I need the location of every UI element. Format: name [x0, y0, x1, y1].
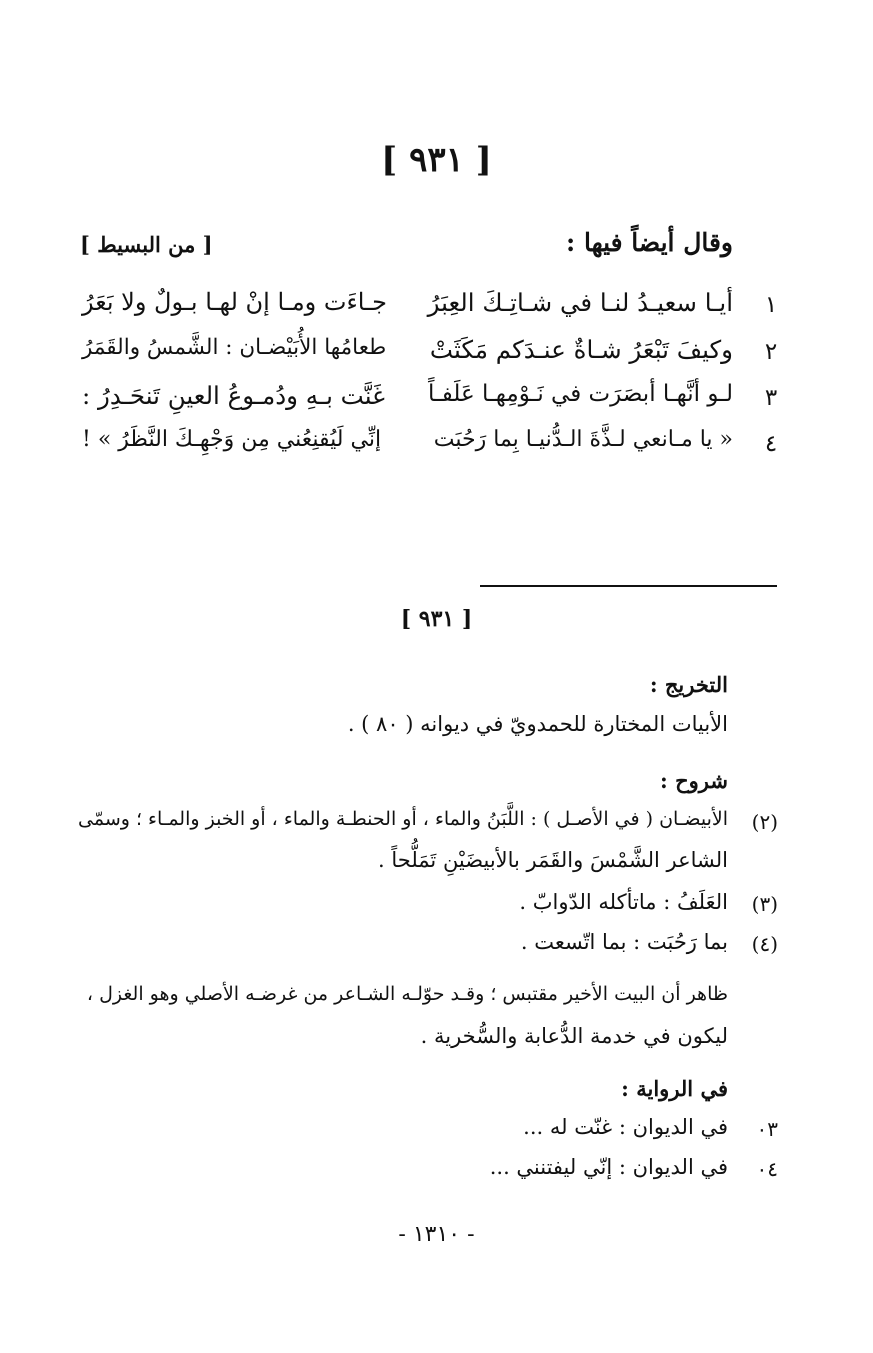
verse-row: [70, 288, 785, 332]
verse-number: ١: [764, 292, 778, 318]
verse-second-hemistich: جـاءَت ومـا إنْ لهـا بـولٌ ولا بَعَرُ: [82, 288, 387, 316]
verse-first-hemistich: وكيفَ تَبْعَرُ شـاةٌ عنـدَكم مَكَثَتْ: [429, 335, 733, 364]
poem-intro: وقال أيضاً فيها :: [566, 228, 733, 257]
note-number: (٣): [751, 892, 778, 916]
riwaya-text: في الديوان : إنّي ليفتنني ...: [489, 1155, 728, 1179]
remark-line: ليكون في خدمة الدُّعابة والسُّخرية .: [420, 1024, 728, 1048]
footnote-divider: [480, 585, 777, 587]
riwaya-number: ٠٣: [756, 1117, 778, 1141]
note-line: الأبيضـان ( في الأصـل ) : اللَّبَنُ والماء ، أو الحنطـة والماء ، أو الخبز والمـاء ؛ وسمّى: [78, 808, 728, 830]
riwaya-text: في الديوان : غنّت له ...: [523, 1115, 728, 1139]
note-line: العَلَفُ : ماتأكله الدّوابّ .: [519, 890, 728, 914]
verse-number: ٣: [764, 385, 778, 411]
riwaya-number: ٠٤: [756, 1157, 778, 1181]
verse-row: [70, 381, 785, 425]
takhrij-heading: التخريج :: [649, 672, 728, 697]
verse-row: [70, 335, 785, 379]
note-number: (٤): [751, 932, 778, 956]
verse-second-hemistich: طعامُها الأُبَيْضـان : الشَّمسُ والقَمَرُ: [82, 335, 387, 360]
verse-second-hemistich: غَنَّت بـهِ ودُمـوعُ العينِ تَنحَـدِرُ :: [82, 381, 385, 410]
note-line: الشاعر الشَّمْسَ والقَمَر بالأبيضَيْنِ تَمَلُّحاً .: [378, 848, 728, 872]
verse-first-hemistich: لـو أنَّهـا أبصَرَت في نَـوْمِهـا عَلَفـاً: [428, 381, 733, 407]
note-line: بما رَحُبَت : بما اتّسعت .: [520, 930, 728, 954]
verse-number: ٢: [764, 339, 778, 365]
shuruh-heading: شروح :: [660, 768, 728, 793]
page-number: - ١٣١٠ -: [398, 1222, 475, 1247]
verse-first-hemistich: أيـا سعيـدُ لنـا في شـاتِـكَ العِبَرُ: [427, 288, 733, 317]
poem-number: [ ٩٣١ ]: [381, 140, 492, 180]
riwaya-heading: في الرواية :: [621, 1076, 728, 1101]
notes-number: [ ٩٣١ ]: [400, 606, 473, 632]
takhrij-text: الأبيات المختارة للحمدويّ في ديوانه ( ٨٠ ) .: [347, 712, 728, 736]
remark-line: ظاهر أن البيت الأخير مقتبس ؛ وقـد حوّلـه الشـاعر من غرضـه الأصلي وهو الغزل ،: [86, 983, 728, 1005]
verse-second-hemistich: إنِّي لَيُقنِعُني مِن وَجْهِـكَ النَّظَرُ » !: [82, 427, 382, 452]
verse-first-hemistich: « يا مـانعي لـذَّةَ الـدُّنيـا بِما رَحُبَت: [433, 427, 733, 452]
verse-number: ٤: [764, 431, 778, 457]
note-number: (٢): [751, 810, 778, 834]
poem-meter: [ من البسيط ]: [80, 232, 213, 257]
verse-row: [70, 427, 785, 471]
